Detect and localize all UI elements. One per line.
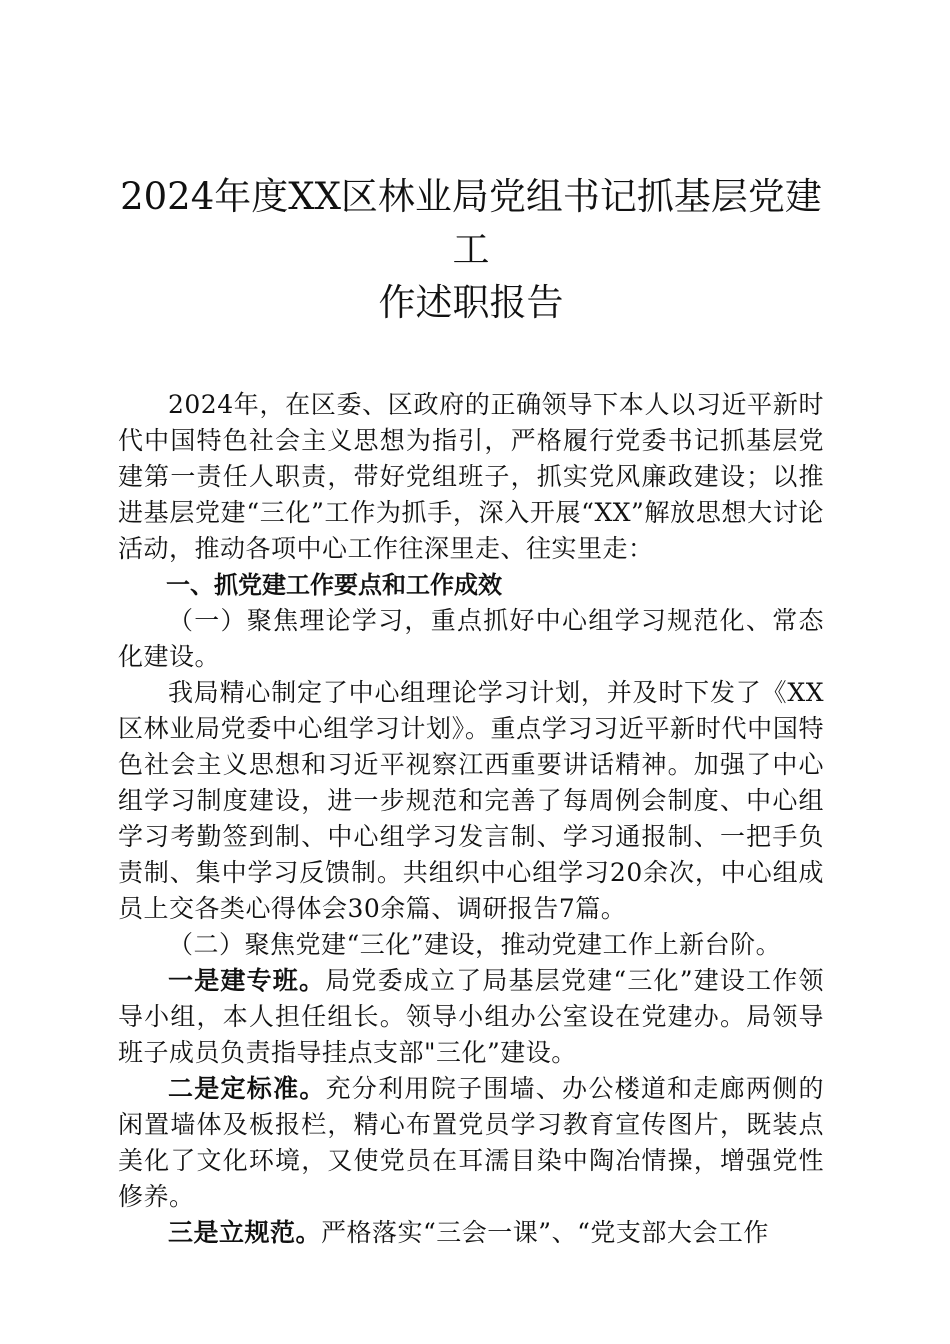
document-page [118,170,824,1251]
point-1-body: 局党委成立了局基层党建“三化”建设工作领导小组，本人担任组长。领导小组办公室设在党建办。局领导班子成员负责指导挂点支部"三化”建设。 [118,966,824,1067]
point-1-paragraph [118,963,824,1071]
section-heading-1: 一、抓党建工作要点和工作成效 [166,571,502,599]
point-2-lead: 二是定标准。 [168,1074,326,1103]
point-1-lead: 一是建专班。 [168,966,326,995]
document-title [118,170,824,329]
title-line-1: 2024年度XX区林业局党组书记抓基层党建工 [120,175,822,271]
title-line-2: 作述职报告 [378,281,564,324]
subsection-heading-2: （二）聚焦党建“三化”建设，推动党建工作上新台阶。 [168,930,782,959]
intro-paragraph: 2024年，在区委、区政府的正确领导下本人以习近平新时代中国特色社会主义思想为指引，严格履行党委书记抓基层党建第一责任人职责，带好党组班子，抓实党风廉政建设；以推进基层党建“三化”工作为抓手，深入开展“XX”解放思想大讨论活动，推动各项中心工作往深里走、往实里走： [118,390,824,563]
point-3-lead: 三是立规范。 [168,1218,322,1247]
subsection-1-paragraph: 我局精心制定了中心组理论学习计划，并及时下发了《XX区林业局党委中心组学习计划》。重点学习习近平新时代中国特色社会主义思想和习近平视察江西重要讲话精神。加强了中心组学习制度建设，进一步规范和完善了每周例会制度、中心组学习考勤签到制、中心组学习发言制、学习通报制、一把手负责制、集中学习反馈制。共组织中心组学习20余次，中心组成员上交各类心得体会30余篇、调研报告7篇。 [118,678,824,923]
document-body [118,387,824,1251]
point-3-paragraph [118,1215,824,1251]
subsection-heading-1: （一）聚焦理论学习，重点抓好中心组学习规范化、常态化建设。 [118,606,824,671]
point-2-body: 充分利用院子围墙、办公楼道和走廊两侧的闲置墙体及板报栏，精心布置党员学习教育宣传图片，既装点美化了文化环境，又使党员在耳濡目染中陶冶情操，增强党性修养。 [118,1074,824,1211]
point-3-body: 严格落实“三会一课”、“党支部大会工作 [321,1218,769,1247]
point-2-paragraph [118,1071,824,1215]
